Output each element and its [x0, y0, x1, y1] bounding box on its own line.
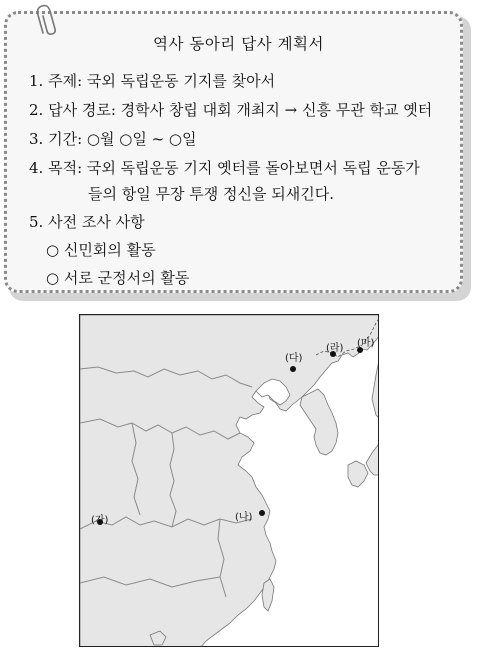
item-number: 5. — [29, 213, 44, 231]
subitem-text: 서로 군정서의 활동 — [63, 269, 190, 287]
location-dot-icon — [290, 366, 296, 372]
item-number: 2. — [29, 101, 44, 119]
map-label-na: (나) — [235, 512, 253, 523]
japan-north — [372, 355, 379, 419]
subitem-text: 신민회의 활동 — [63, 241, 156, 259]
plan-subitem-2 — [46, 267, 189, 288]
plan-item-3 — [29, 128, 197, 149]
item-number: 1. — [29, 72, 44, 90]
item-number: 4. — [29, 159, 44, 177]
item-text: 기간: ○월 ○일 ~ ○일 — [48, 130, 197, 148]
japan-honshu — [366, 443, 379, 475]
map-label-ra: (라) — [326, 343, 344, 354]
map-label-ga: (가) — [91, 515, 109, 526]
east-asia-map — [79, 314, 379, 647]
plan-item-4 — [29, 157, 420, 178]
item-number: 3. — [29, 130, 44, 148]
map-label-da: (다) — [285, 353, 303, 364]
location-dot-icon — [259, 510, 265, 516]
plan-title: 역사 동아리 답사 계획서 — [152, 35, 324, 53]
item-text: 사전 조사 사항 — [48, 213, 145, 231]
taiwan — [262, 579, 274, 611]
japan-kyushu — [348, 461, 368, 487]
map-label-ma: (마) — [357, 338, 375, 349]
land-mass — [80, 315, 379, 647]
map-drawing — [80, 315, 379, 647]
bullet: ○ — [46, 269, 60, 287]
item-text: 답사 경로: 경학사 창립 대회 개최지 → 신흥 무관 학교 옛터 — [48, 101, 433, 119]
bullet: ○ — [46, 241, 60, 259]
plan-item-5 — [29, 211, 145, 232]
plan-item-2 — [29, 99, 432, 120]
item-text: 목적: 국외 독립운동 기지 옛터를 돌아보면서 독립 운동가 — [48, 159, 420, 177]
plan-item-4-continuation: 들의 항일 무장 투쟁 정신을 되새긴다. — [88, 185, 334, 203]
item-text: 주제: 국외 독립운동 기지를 찾아서 — [48, 72, 276, 90]
korean-peninsula — [300, 389, 338, 455]
plan-subitem-1 — [46, 239, 156, 260]
plan-item-1 — [29, 70, 275, 91]
